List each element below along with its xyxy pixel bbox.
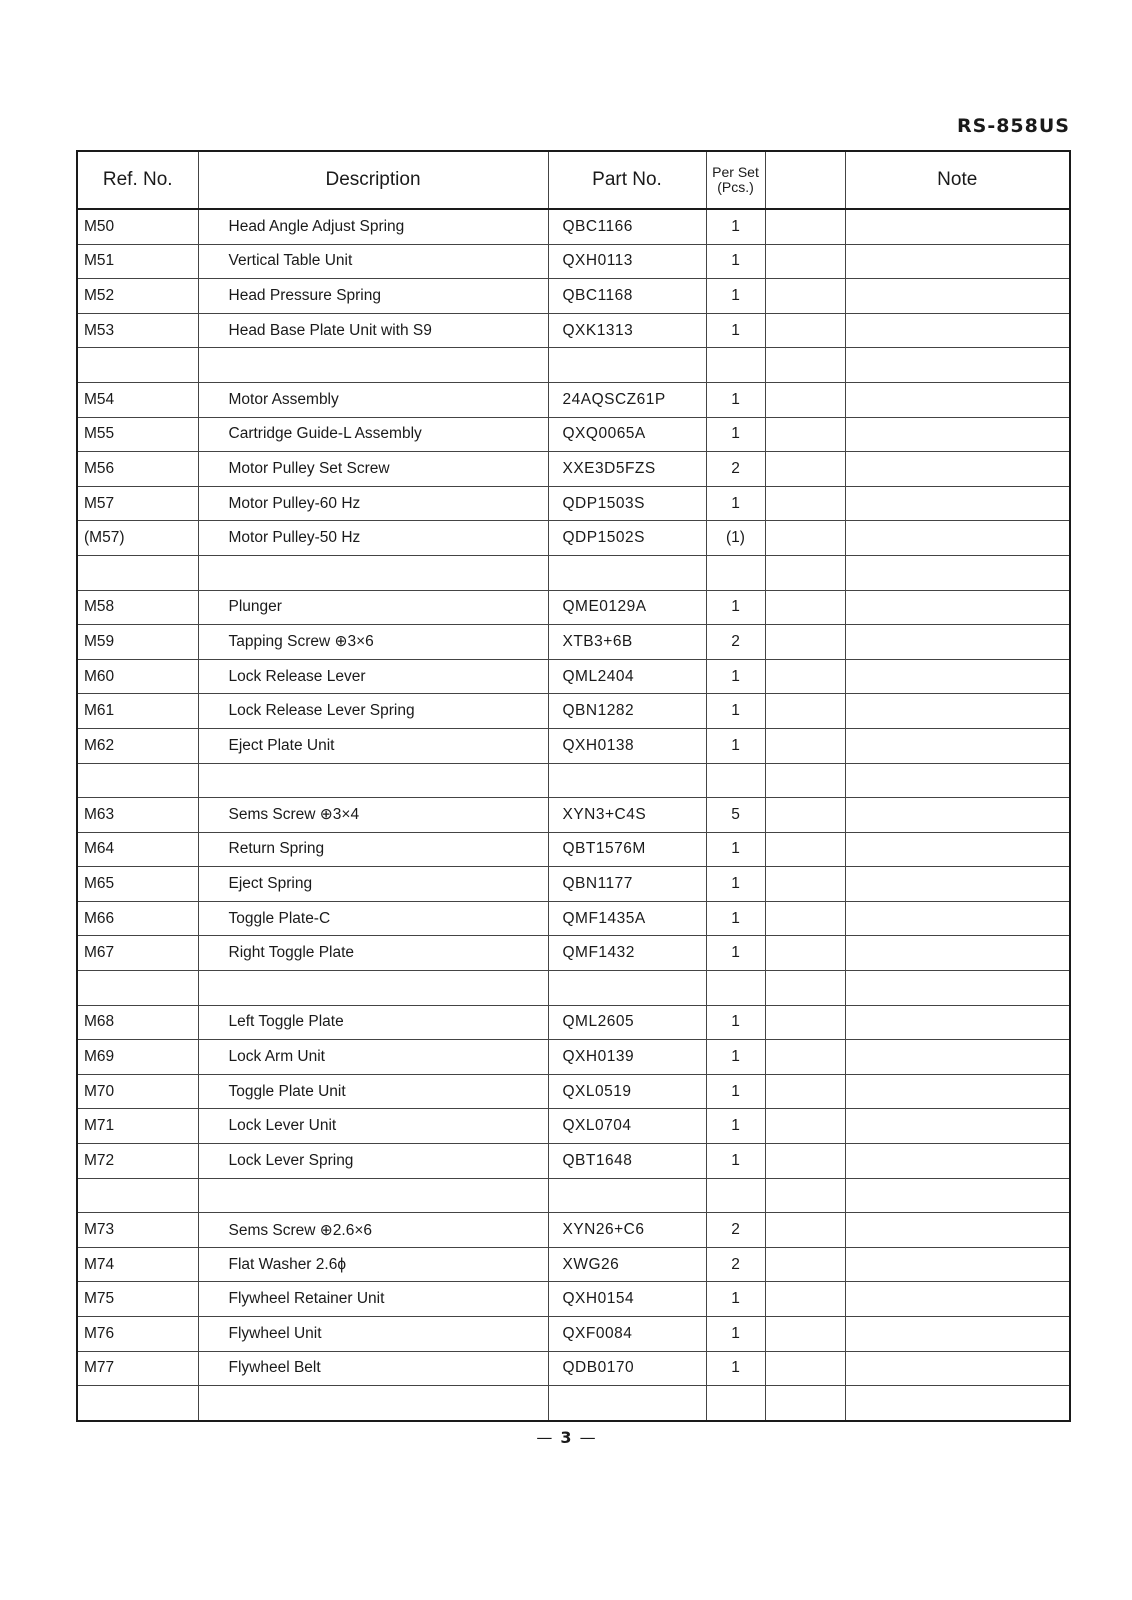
description-cell: Toggle Plate Unit: [198, 1074, 548, 1109]
table-row: [77, 348, 1070, 383]
quantity-cell: 5: [706, 798, 765, 833]
table-row: [77, 590, 1070, 625]
table-row: [77, 1351, 1070, 1386]
blank-cell: [765, 521, 845, 556]
ref-cell: M60: [77, 659, 198, 694]
table-row: [77, 625, 1070, 660]
note-cell: [845, 486, 1070, 521]
part-number-cell: QME0129A: [548, 590, 706, 625]
table-row: [77, 1178, 1070, 1213]
part-number-cell: QBN1282: [548, 694, 706, 729]
quantity-cell: 1: [706, 728, 765, 763]
quantity-cell: 1: [706, 1317, 765, 1352]
part-number-cell: QXH0154: [548, 1282, 706, 1317]
part-number-cell: QXH0138: [548, 728, 706, 763]
ref-cell: M63: [77, 798, 198, 833]
header-description: Description: [198, 151, 548, 209]
blank-cell: [765, 1178, 845, 1213]
blank-cell: [765, 901, 845, 936]
ref-cell: M50: [77, 209, 198, 244]
quantity-cell: 2: [706, 1213, 765, 1248]
quantity-cell: 1: [706, 936, 765, 971]
table-row: [77, 694, 1070, 729]
description-cell: Flywheel Retainer Unit: [198, 1282, 548, 1317]
table-row: [77, 1005, 1070, 1040]
ref-cell: M52: [77, 279, 198, 314]
quantity-cell: 1: [706, 279, 765, 314]
description-cell: Head Pressure Spring: [198, 279, 548, 314]
part-number-cell: QMF1432: [548, 936, 706, 971]
table-row: [77, 486, 1070, 521]
quantity-cell: 1: [706, 417, 765, 452]
description-cell: Tapping Screw ⊕3×6: [198, 625, 548, 660]
header-part-no: Part No.: [548, 151, 706, 209]
description-cell: [198, 1386, 548, 1421]
description-cell: Vertical Table Unit: [198, 244, 548, 279]
blank-cell: [765, 1109, 845, 1144]
blank-cell: [765, 798, 845, 833]
part-number-cell: QML2605: [548, 1005, 706, 1040]
description-cell: Motor Assembly: [198, 382, 548, 417]
quantity-cell: 1: [706, 694, 765, 729]
ref-cell: M62: [77, 728, 198, 763]
note-cell: [845, 867, 1070, 902]
ref-cell: M73: [77, 1213, 198, 1248]
note-cell: [845, 625, 1070, 660]
note-cell: [845, 1213, 1070, 1248]
table-row: [77, 971, 1070, 1006]
quantity-cell: (1): [706, 521, 765, 556]
ref-cell: M77: [77, 1351, 198, 1386]
table-row: [77, 1247, 1070, 1282]
part-number-cell: QXF0084: [548, 1317, 706, 1352]
blank-cell: [765, 867, 845, 902]
ref-cell: M57: [77, 486, 198, 521]
part-number-cell: QBT1648: [548, 1144, 706, 1179]
quantity-cell: 2: [706, 452, 765, 487]
table-row: [77, 313, 1070, 348]
table-row: [77, 1386, 1070, 1421]
blank-cell: [765, 1213, 845, 1248]
ref-cell: M65: [77, 867, 198, 902]
header-per-set-line2: (Pcs.): [717, 179, 754, 195]
quantity-cell: 1: [706, 382, 765, 417]
description-cell: Motor Pulley-60 Hz: [198, 486, 548, 521]
header-blank: [765, 151, 845, 209]
description-cell: Motor Pulley Set Screw: [198, 452, 548, 487]
part-number-cell: QXK1313: [548, 313, 706, 348]
note-cell: [845, 313, 1070, 348]
blank-cell: [765, 382, 845, 417]
ref-cell: M70: [77, 1074, 198, 1109]
part-number-cell: [548, 1386, 706, 1421]
note-cell: [845, 798, 1070, 833]
description-cell: Plunger: [198, 590, 548, 625]
table-row: [77, 382, 1070, 417]
note-cell: [845, 244, 1070, 279]
part-number-cell: [548, 763, 706, 798]
description-cell: [198, 348, 548, 383]
ref-cell: [77, 1386, 198, 1421]
ref-cell: M66: [77, 901, 198, 936]
model-number: RS-858US: [957, 115, 1070, 137]
note-cell: [845, 728, 1070, 763]
part-number-cell: QXQ0065A: [548, 417, 706, 452]
blank-cell: [765, 971, 845, 1006]
part-number-cell: XXE3D5FZS: [548, 452, 706, 487]
blank-cell: [765, 417, 845, 452]
note-cell: [845, 348, 1070, 383]
ref-cell: [77, 971, 198, 1006]
description-cell: Lock Release Lever Spring: [198, 694, 548, 729]
part-number-cell: XYN26+C6: [548, 1213, 706, 1248]
ref-cell: M72: [77, 1144, 198, 1179]
note-cell: [845, 659, 1070, 694]
table-row: [77, 832, 1070, 867]
quantity-cell: 1: [706, 590, 765, 625]
ref-cell: M74: [77, 1247, 198, 1282]
quantity-cell: 1: [706, 901, 765, 936]
note-cell: [845, 1178, 1070, 1213]
note-cell: [845, 555, 1070, 590]
blank-cell: [765, 1317, 845, 1352]
quantity-cell: 2: [706, 1247, 765, 1282]
note-cell: [845, 279, 1070, 314]
description-cell: Right Toggle Plate: [198, 936, 548, 971]
ref-cell: M61: [77, 694, 198, 729]
part-number-cell: QXH0139: [548, 1040, 706, 1075]
blank-cell: [765, 590, 845, 625]
part-number-cell: QDP1502S: [548, 521, 706, 556]
quantity-cell: [706, 971, 765, 1006]
ref-cell: M54: [77, 382, 198, 417]
part-number-cell: QDP1503S: [548, 486, 706, 521]
ref-cell: M53: [77, 313, 198, 348]
description-cell: Lock Arm Unit: [198, 1040, 548, 1075]
blank-cell: [765, 1005, 845, 1040]
note-cell: [845, 209, 1070, 244]
quantity-cell: 1: [706, 1005, 765, 1040]
table-row: [77, 763, 1070, 798]
description-cell: Flywheel Unit: [198, 1317, 548, 1352]
table-row: [77, 901, 1070, 936]
ref-cell: M56: [77, 452, 198, 487]
table-row: [77, 798, 1070, 833]
ref-cell: M64: [77, 832, 198, 867]
blank-cell: [765, 936, 845, 971]
table-row: [77, 555, 1070, 590]
blank-cell: [765, 279, 845, 314]
description-cell: [198, 555, 548, 590]
ref-cell: M75: [77, 1282, 198, 1317]
note-cell: [845, 590, 1070, 625]
quantity-cell: 1: [706, 1144, 765, 1179]
quantity-cell: 1: [706, 1074, 765, 1109]
quantity-cell: 1: [706, 209, 765, 244]
note-cell: [845, 694, 1070, 729]
table-row: [77, 936, 1070, 971]
description-cell: Sems Screw ⊕2.6×6: [198, 1213, 548, 1248]
description-cell: [198, 971, 548, 1006]
quantity-cell: 1: [706, 659, 765, 694]
blank-cell: [765, 1386, 845, 1421]
ref-cell: M55: [77, 417, 198, 452]
part-number-cell: QBC1168: [548, 279, 706, 314]
part-number-cell: QXL0704: [548, 1109, 706, 1144]
ref-cell: M71: [77, 1109, 198, 1144]
quantity-cell: 1: [706, 1040, 765, 1075]
table-row: [77, 1040, 1070, 1075]
table-row: [77, 279, 1070, 314]
page-footer: [0, 1428, 1132, 1447]
ref-cell: [77, 555, 198, 590]
part-number-cell: 24AQSCZ61P: [548, 382, 706, 417]
blank-cell: [765, 348, 845, 383]
part-number-cell: XWG26: [548, 1247, 706, 1282]
table-row: [77, 209, 1070, 244]
description-cell: [198, 763, 548, 798]
quantity-cell: 1: [706, 1109, 765, 1144]
page-number: 3: [560, 1428, 572, 1447]
description-cell: Eject Plate Unit: [198, 728, 548, 763]
description-cell: Eject Spring: [198, 867, 548, 902]
description-cell: Lock Lever Spring: [198, 1144, 548, 1179]
part-number-cell: [548, 348, 706, 383]
header-per-set-line1: Per Set: [712, 164, 759, 180]
part-number-cell: [548, 1178, 706, 1213]
note-cell: [845, 901, 1070, 936]
note-cell: [845, 1386, 1070, 1421]
description-cell: Cartridge Guide-L Assembly: [198, 417, 548, 452]
note-cell: [845, 763, 1070, 798]
part-number-cell: QDB0170: [548, 1351, 706, 1386]
part-number-cell: XTB3+6B: [548, 625, 706, 660]
note-cell: [845, 417, 1070, 452]
table-row: [77, 244, 1070, 279]
ref-cell: M68: [77, 1005, 198, 1040]
table-row: [77, 728, 1070, 763]
table-row: [77, 452, 1070, 487]
quantity-cell: [706, 348, 765, 383]
description-cell: Motor Pulley-50 Hz: [198, 521, 548, 556]
table-row: [77, 417, 1070, 452]
note-cell: [845, 1317, 1070, 1352]
description-cell: [198, 1178, 548, 1213]
ref-cell: [77, 348, 198, 383]
note-cell: [845, 832, 1070, 867]
table-row: [77, 1282, 1070, 1317]
description-cell: Flywheel Belt: [198, 1351, 548, 1386]
ref-cell: M58: [77, 590, 198, 625]
table-row: [77, 521, 1070, 556]
header-ref-no: Ref. No.: [77, 151, 198, 209]
header-note: Note: [845, 151, 1070, 209]
quantity-cell: 1: [706, 486, 765, 521]
quantity-cell: 1: [706, 313, 765, 348]
blank-cell: [765, 728, 845, 763]
quantity-cell: 2: [706, 625, 765, 660]
part-number-cell: QXH0113: [548, 244, 706, 279]
blank-cell: [765, 1351, 845, 1386]
note-cell: [845, 382, 1070, 417]
blank-cell: [765, 1247, 845, 1282]
blank-cell: [765, 452, 845, 487]
note-cell: [845, 1282, 1070, 1317]
blank-cell: [765, 244, 845, 279]
table-header-row: [77, 151, 1070, 209]
table-row: [77, 1144, 1070, 1179]
note-cell: [845, 452, 1070, 487]
part-number-cell: QBN1177: [548, 867, 706, 902]
table-row: [77, 659, 1070, 694]
ref-cell: [77, 763, 198, 798]
footer-dash-right: —: [579, 1428, 596, 1447]
table-body: [77, 209, 1070, 1421]
quantity-cell: 1: [706, 1282, 765, 1317]
note-cell: [845, 936, 1070, 971]
table-row: [77, 867, 1070, 902]
description-cell: Return Spring: [198, 832, 548, 867]
description-cell: Left Toggle Plate: [198, 1005, 548, 1040]
blank-cell: [765, 763, 845, 798]
quantity-cell: 1: [706, 1351, 765, 1386]
part-number-cell: [548, 555, 706, 590]
part-number-cell: XYN3+C4S: [548, 798, 706, 833]
table-row: [77, 1317, 1070, 1352]
description-cell: Head Base Plate Unit with S9: [198, 313, 548, 348]
header-per-set: [706, 151, 765, 209]
table-row: [77, 1109, 1070, 1144]
ref-cell: M59: [77, 625, 198, 660]
note-cell: [845, 1040, 1070, 1075]
part-number-cell: QBC1166: [548, 209, 706, 244]
part-number-cell: QBT1576M: [548, 832, 706, 867]
blank-cell: [765, 1144, 845, 1179]
quantity-cell: 1: [706, 832, 765, 867]
footer-dash-left: —: [536, 1428, 553, 1447]
part-number-cell: [548, 971, 706, 1006]
ref-cell: M51: [77, 244, 198, 279]
blank-cell: [765, 625, 845, 660]
note-cell: [845, 1109, 1070, 1144]
table-row: [77, 1213, 1070, 1248]
note-cell: [845, 1351, 1070, 1386]
parts-list-table: [76, 150, 1071, 1422]
part-number-cell: QMF1435A: [548, 901, 706, 936]
blank-cell: [765, 659, 845, 694]
blank-cell: [765, 313, 845, 348]
quantity-cell: 1: [706, 867, 765, 902]
blank-cell: [765, 209, 845, 244]
quantity-cell: [706, 1178, 765, 1213]
description-cell: Toggle Plate-C: [198, 901, 548, 936]
blank-cell: [765, 555, 845, 590]
note-cell: [845, 1005, 1070, 1040]
quantity-cell: [706, 763, 765, 798]
blank-cell: [765, 1074, 845, 1109]
description-cell: Sems Screw ⊕3×4: [198, 798, 548, 833]
blank-cell: [765, 1282, 845, 1317]
description-cell: Flat Washer 2.6ϕ: [198, 1247, 548, 1282]
note-cell: [845, 1247, 1070, 1282]
description-cell: Head Angle Adjust Spring: [198, 209, 548, 244]
ref-cell: M67: [77, 936, 198, 971]
part-number-cell: QXL0519: [548, 1074, 706, 1109]
blank-cell: [765, 486, 845, 521]
blank-cell: [765, 832, 845, 867]
part-number-cell: QML2404: [548, 659, 706, 694]
description-cell: Lock Lever Unit: [198, 1109, 548, 1144]
description-cell: Lock Release Lever: [198, 659, 548, 694]
ref-cell: [77, 1178, 198, 1213]
blank-cell: [765, 1040, 845, 1075]
quantity-cell: 1: [706, 244, 765, 279]
ref-cell: M76: [77, 1317, 198, 1352]
note-cell: [845, 521, 1070, 556]
note-cell: [845, 1074, 1070, 1109]
ref-cell: (M57): [77, 521, 198, 556]
ref-cell: M69: [77, 1040, 198, 1075]
note-cell: [845, 1144, 1070, 1179]
quantity-cell: [706, 1386, 765, 1421]
note-cell: [845, 971, 1070, 1006]
table-row: [77, 1074, 1070, 1109]
blank-cell: [765, 694, 845, 729]
quantity-cell: [706, 555, 765, 590]
